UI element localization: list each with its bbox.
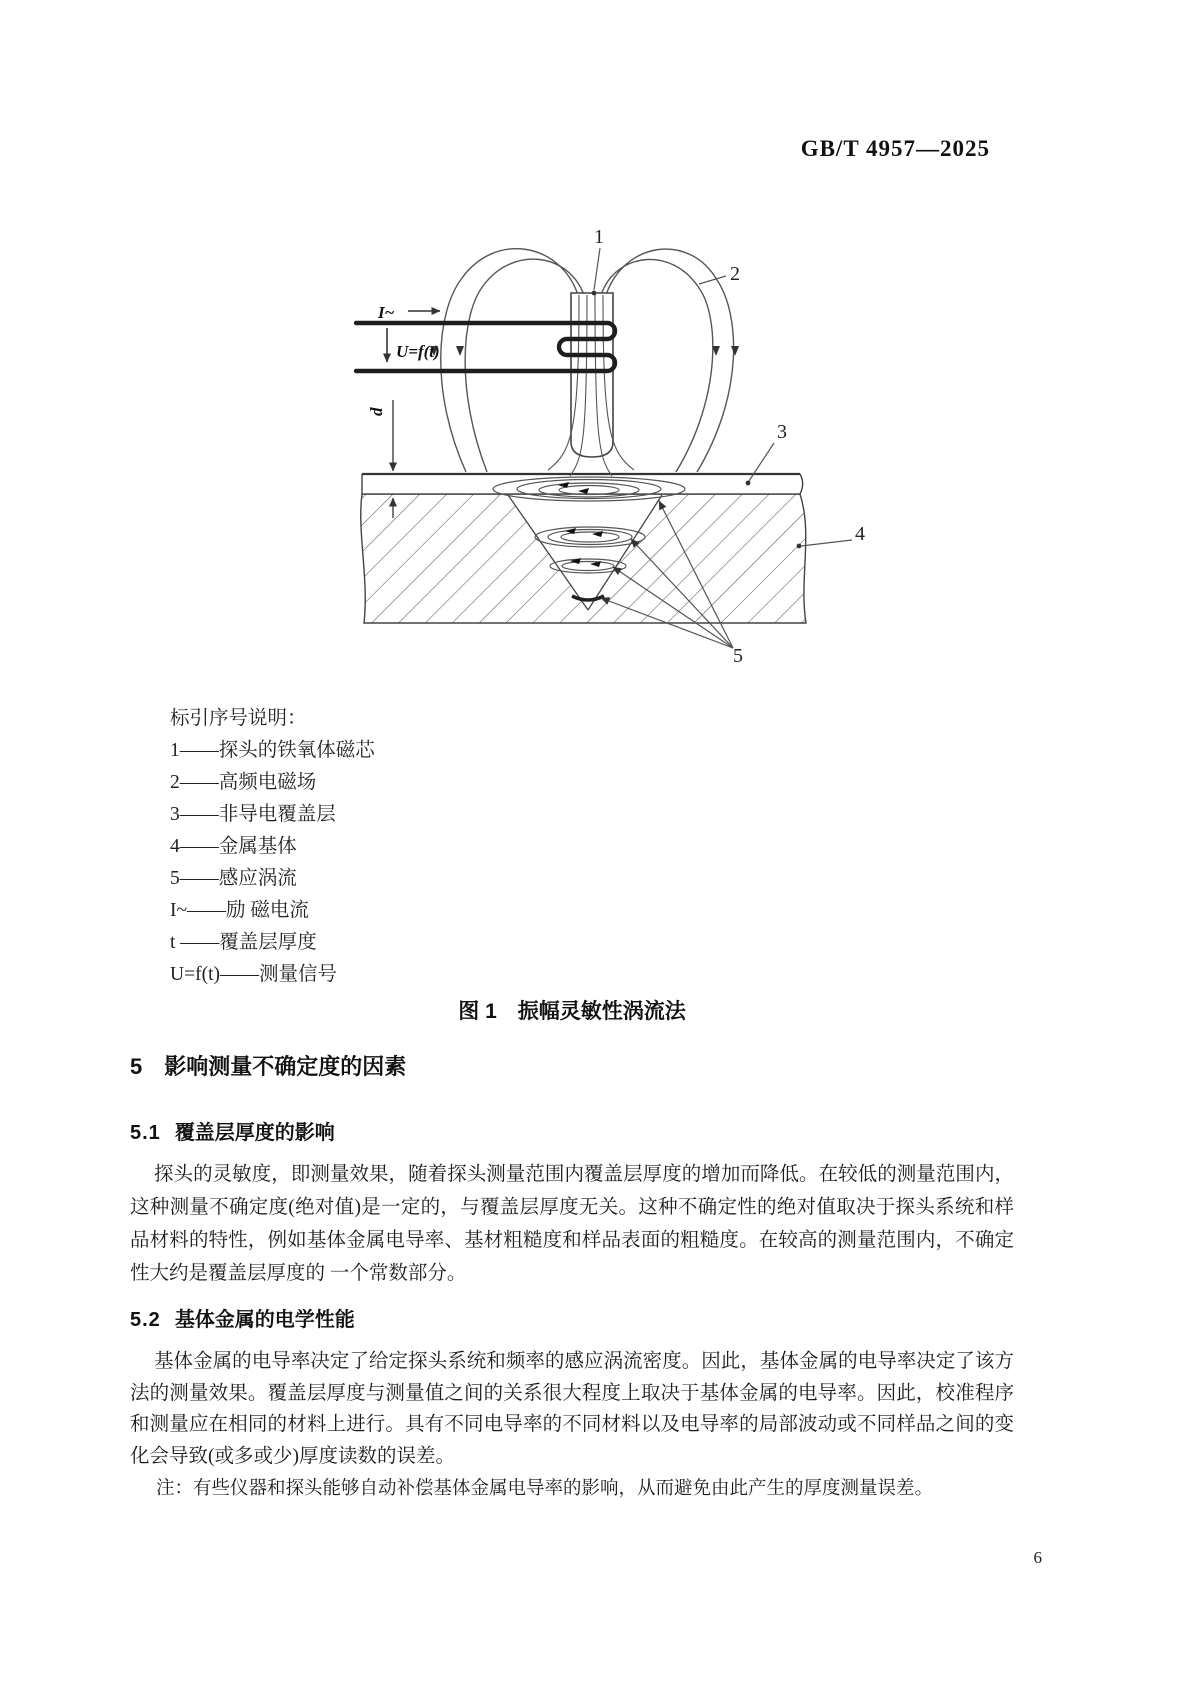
legend-item: U=f(t)——测量信号 [170, 964, 337, 985]
measurement-signal-label: U=f(t) [396, 342, 440, 361]
legend-item: 1——探头的铁氧体磁芯 [170, 740, 375, 761]
section-5-1-paragraph: 探头的灵敏度，即测量效果，随着探头测量范围内覆盖层厚度的增加而降低。在较低的测量范围内，这种测量不确定度(绝对值)是一定的，与覆盖层厚度无关。这种不确定性的绝对值取决于探头系统和样品材料的特性，例如基体金属电导率、基材粗糙度和样品表面的粗糙度。在较高的测量范围内，不确定性大约是覆盖层厚度的 一个常数部分。 [130, 1164, 1014, 1284]
legend-item: t ——覆盖层厚度 [170, 932, 317, 953]
figure-caption: 图 1 振幅灵敏性涡流法 [458, 1000, 686, 1023]
section-5-2-heading [130, 1303, 355, 1332]
part-label-1: 1 [594, 226, 604, 248]
section-5-2-note: 注：有些仪器和探头能够自动补偿基体金属电导率的影响，从而避免由此产生的厚度测量误差。 [156, 1479, 934, 1499]
part-label-3: 3 [777, 421, 787, 443]
legend-item: 2——高频电磁场 [170, 772, 317, 793]
part-label-4: 4 [855, 523, 865, 545]
figure-1-diagram [0, 0, 1190, 700]
measurement-signal-annotation [387, 328, 440, 362]
section-5-2-number: 5.2 [130, 1309, 161, 1331]
excitation-current-label: I~ [378, 303, 395, 322]
section-5-number: 5 [130, 1054, 143, 1079]
page-number: 6 [1033, 1548, 1042, 1567]
section-5-1-heading [130, 1116, 335, 1145]
thickness-dim-label: d [367, 407, 386, 416]
standard-code-header: GB/T 4957—2025 [800, 136, 990, 161]
legend-title: 标引序号说明： [170, 708, 307, 729]
section-5-heading [130, 1050, 406, 1081]
part-label-5: 5 [733, 645, 743, 667]
section-5-2-paragraph: 基体金属的电导率决定了给定探头系统和频率的感应涡流密度。因此，基体金属的电导率决定了该方法的测量效果。覆盖层厚度与测量值之间的关系很大程度上取决于基体金属的电导率。因此，校准程序和测量应在相同的材料上进行。具有不同电导率的不同材料以及电导率的局部波动或不同样品之间的变化会导致(或多或少)厚度读数的误差。 [130, 1351, 1014, 1467]
figure-legend [170, 703, 375, 991]
legend-item: I~——励 磁电流 [170, 900, 309, 921]
section-5-1-number: 5.1 [130, 1122, 161, 1144]
excitation-current-annotation [377, 303, 440, 322]
eddy-current-diagram [0, 0, 1190, 700]
section-5-2-title: 基体金属的电学性能 [174, 1309, 355, 1331]
probe-ferrite-core [548, 293, 634, 476]
section-5-1-title: 覆盖层厚度的影响 [174, 1122, 335, 1144]
legend-item: 4——金属基体 [170, 836, 297, 857]
section-5-title: 影响测量不确定度的因素 [164, 1054, 407, 1079]
legend-item: 3——非导电覆盖层 [170, 804, 336, 825]
legend-item: 5——感应涡流 [170, 868, 297, 889]
part-label-2: 2 [730, 263, 740, 285]
